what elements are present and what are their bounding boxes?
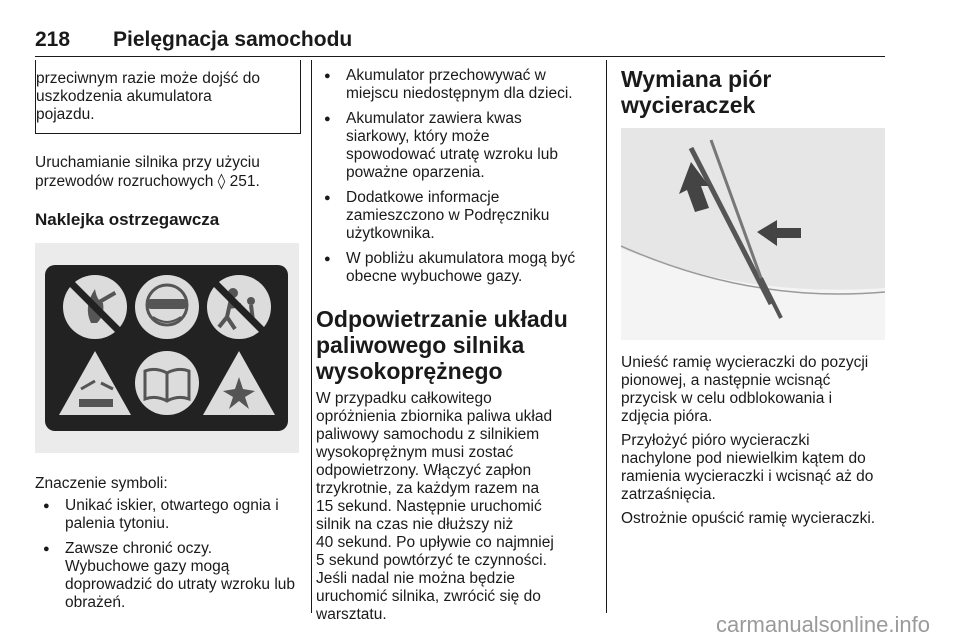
keep-children-away-icon: [207, 275, 271, 339]
instruction-paragraph-3: [621, 510, 891, 528]
instruction-paragraph-1: [621, 354, 891, 426]
text-line: obecne wybuchowe gazy.: [346, 268, 523, 285]
text-line: Akumulator przechowywać w: [346, 67, 546, 84]
heading-line: wysokoprężnego: [316, 358, 503, 384]
text-line: Wybuchowe gazy mogą: [65, 558, 230, 575]
diesel-bleed-paragraph: [316, 390, 596, 624]
chapter-title: Pielęgnacja samochodu: [113, 28, 353, 51]
jump-start-reference[interactable]: [35, 172, 299, 191]
text-line: warsztatu.: [316, 606, 387, 623]
page-header: [35, 28, 885, 57]
text-line: uruchomić silnika, zwrócić się do: [316, 588, 541, 605]
text-line: W pobliżu akumulatora mogą być: [346, 250, 576, 267]
text-line: nachylone pod niewielkim kątem do: [621, 450, 866, 467]
text-line: poważne oparzenia.: [346, 164, 485, 181]
column-1: [35, 60, 299, 619]
page-number: 218: [35, 28, 71, 51]
text-line: przycisk w celu odblokowania i: [621, 390, 833, 407]
warning-line: pojazdu.: [36, 106, 95, 123]
jump-start-paragraph: [35, 154, 299, 191]
watermark: carmanualsonline.info: [715, 612, 930, 637]
text-line: Przyłożyć pióro wycieraczki: [621, 432, 810, 449]
symbols-list: [35, 497, 299, 612]
column-divider-2: [606, 60, 607, 613]
column-2: [316, 60, 596, 624]
text-line: 5 sekund powtórzyć te czynności.: [316, 552, 547, 569]
text-line: spowodować utratę wzroku lub: [346, 146, 558, 163]
instruction-paragraph-2: [621, 432, 891, 504]
symbols-intro: Znaczenie symboli:: [35, 475, 168, 492]
text-line: Zawsze chronić oczy.: [65, 540, 213, 557]
column-divider-1: [311, 60, 312, 613]
text-line: 40 sekund. Po upływie co najmniej: [316, 534, 554, 551]
text-line: Ostrożnie opuścić ramię wycieraczki.: [621, 510, 876, 527]
text-line: palenia tytoniu.: [65, 515, 170, 532]
warning-line: uszkodzenia akumulatora: [36, 88, 212, 105]
text-line: Uruchamianie silnika przy użyciu: [35, 154, 260, 171]
text-line: Unieść ramię wycieraczki do pozycji: [621, 354, 869, 371]
text-line: Unikać iskier, otwartego ognia i: [65, 497, 279, 514]
column-3: [621, 60, 891, 528]
wiper-diagram-image: [621, 128, 885, 340]
warning-box: [35, 60, 301, 134]
text-line: silnik na czas nie dłuższy niż: [316, 516, 514, 533]
text-line: trzykrotnie, za każdym razem na: [316, 480, 540, 497]
text-line: zamieszczono w Podręczniku: [346, 207, 550, 224]
text-line: 15 sekund. Następnie uruchomić: [316, 498, 542, 515]
text-line: opróżnienia zbiornika paliwa układ: [316, 408, 553, 425]
label-heading: Naklejka ostrzegawcza: [35, 210, 220, 229]
page-ref: 251.: [229, 173, 260, 190]
text-line: doprowadzić do utraty wzroku lub: [65, 576, 296, 593]
warning-line: przeciwnym razie może dojść do: [36, 70, 260, 87]
list-item: [316, 110, 596, 182]
heading-line: Odpowietrzanie układu: [316, 306, 568, 332]
list-item: [316, 67, 596, 103]
no-fire-icon: [63, 275, 127, 339]
text-line: zdjęcia pióra.: [621, 408, 713, 425]
heading-line: paliwowego silnika: [316, 332, 525, 358]
text-line: paliwowy samochodu z silnikiem: [316, 426, 540, 443]
text-line: wysokoprężnym musi zostać: [316, 444, 514, 461]
read-manual-icon: [135, 351, 199, 415]
text-line: przewodów rozruchowych: [35, 173, 214, 190]
text-line: Akumulator zawiera kwas: [346, 110, 522, 127]
text-line: obrażeń.: [65, 594, 126, 611]
list-item: [35, 540, 299, 612]
section-heading: [316, 306, 596, 384]
text-line: ramienia wycieraczki i wcisnąć aż do: [621, 468, 874, 485]
list-item: [316, 189, 596, 243]
text-line: Dodatkowe informacje: [346, 189, 500, 206]
text-line: Jeśli nadal nie można będzie: [316, 570, 516, 587]
text-line: pionowej, a następnie wcisnąć: [621, 372, 831, 389]
text-line: miejscu niedostępnym dla dzieci.: [346, 85, 573, 102]
text-line: użytkownika.: [346, 225, 435, 242]
section-heading: Wymiana piór wycieraczek: [621, 66, 772, 118]
list-item: [35, 497, 299, 533]
text-line: siarkowy, który może: [346, 128, 490, 145]
eye-protection-icon: [135, 275, 199, 339]
text-line: odpowietrzony. Włączyć zapłon: [316, 462, 532, 479]
list-item: [316, 250, 596, 286]
text-line: zatrzaśnięcia.: [621, 486, 716, 503]
text-line: W przypadku całkowitego: [316, 390, 492, 407]
warning-label-image: [35, 243, 299, 453]
page-ref-icon: ◊: [217, 172, 226, 190]
battery-list: [316, 67, 596, 286]
